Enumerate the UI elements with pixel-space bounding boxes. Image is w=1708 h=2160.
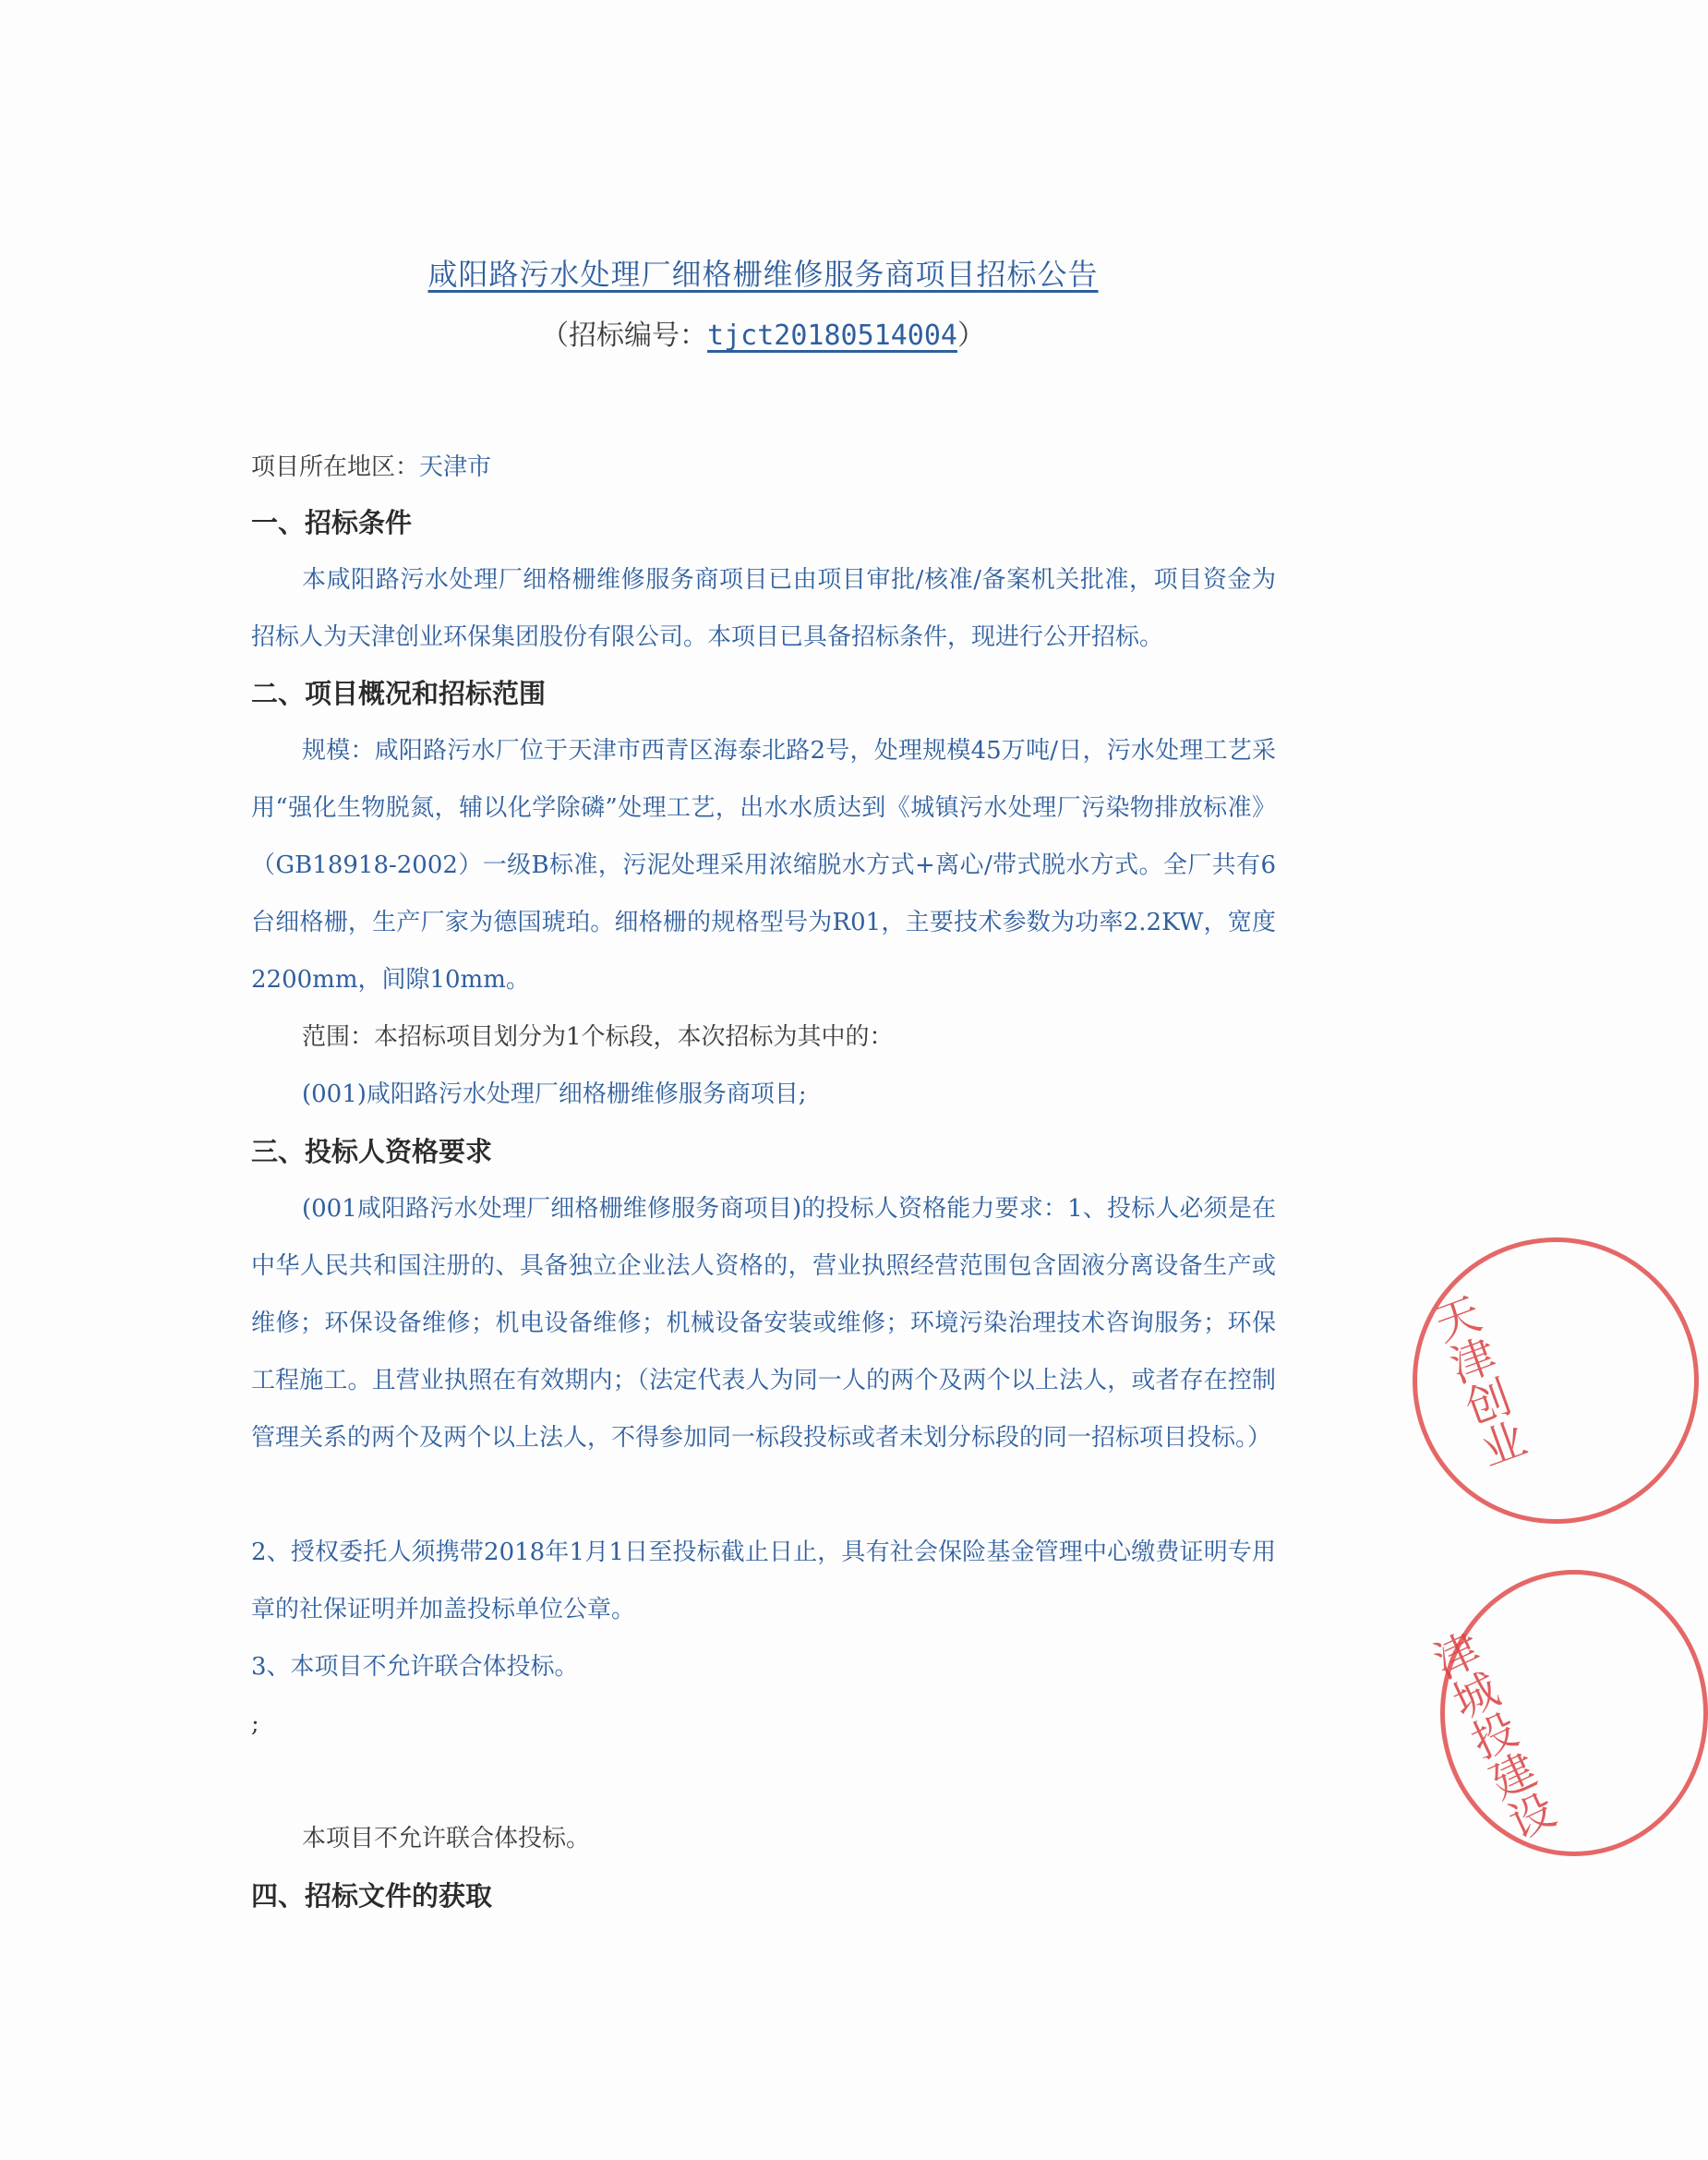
section-3-heading: 三、投标人资格要求 bbox=[251, 1136, 493, 1167]
section-3-note: 本项目不允许联合体投标。 bbox=[302, 1825, 591, 1852]
seal-bottom-text: 津城投建设 bbox=[1419, 1624, 1561, 1848]
section-1-heading: 一、招标条件 bbox=[251, 507, 413, 538]
stray-semicolon: ; bbox=[251, 1710, 259, 1738]
document-subtitle: （招标编号：tjct20180514004） bbox=[541, 320, 985, 352]
section-3-paragraph-1: (001咸阳路污水处理厂细格栅维修服务商项目)的投标人资格能力要求：1、投标人必须是在中华人民共和国注册的、具备独立企业法人资格的，营业执照经营范围包含固液分离设备生产或维修；环保设备维修；机电设备维修；机械设备安装或维修；环境污染治理技术咨询服务；环保工程施工。且营业执照在有效期内；（法定代表人为同一人的两个及两个以上法人，或者存在控制管理关系的两个及两个以上法人，不得参加同一标段投标或者未划分标段的同一招标项目投标。） bbox=[251, 1195, 1276, 1452]
section-3-paragraph-3: 3、本项目不允许联合体投标。 bbox=[251, 1653, 579, 1681]
tender-code: tjct20180514004 bbox=[707, 320, 957, 352]
section-2-heading: 二、项目概况和招标范围 bbox=[251, 678, 547, 709]
section-2-lot: (001)咸阳路污水处理厂细格栅维修服务商项目; bbox=[302, 1080, 807, 1108]
section-2-scale-paragraph: 规模：咸阳路污水厂位于天津市西青区海泰北路2号，处理规模45万吨/日，污水处理工艺采用“强化生物脱氮，辅以化学除磷”处理工艺，出水水质达到《城镇污水处理厂污染物排放标准》（GB18918-2002）一级B标准，污泥处理采用浓缩脱水方式+离心/带式脱水方式。全厂共有6台细格栅，生产厂家为德国琥珀。细格栅的规格型号为R01，主要技术参数为功率2.2KW，宽度2200mm，间隙10mm。 bbox=[251, 737, 1276, 994]
region-line: 项目所在地区：天津市 bbox=[251, 453, 492, 481]
section-1-paragraph: 本咸阳路污水处理厂细格栅维修服务商项目已由项目审批/核准/备案机关批准，项目资金为 招标人为天津创业环保集团股份有限公司。本项目已具备招标条件，现进行公开招标。 bbox=[251, 566, 1276, 651]
section-3-paragraph-2: 2、授权委托人须携带2018年1月1日至投标截止日止，具有社会保险基金管理中心缴费证明专用章的社保证明并加盖投标单位公章。 bbox=[251, 1539, 1276, 1623]
seal-top-text: 天津创业 bbox=[1421, 1289, 1532, 1474]
region-value: 天津市 bbox=[419, 453, 492, 481]
document-title: 咸阳路污水处理厂细格栅维修服务商项目招标公告 bbox=[427, 257, 1099, 292]
section-2-scope: 范围：本招标项目划分为1个标段，本次招标为其中的： bbox=[302, 1023, 894, 1051]
section-4-heading: 四、招标文件的获取 bbox=[251, 1880, 493, 1912]
